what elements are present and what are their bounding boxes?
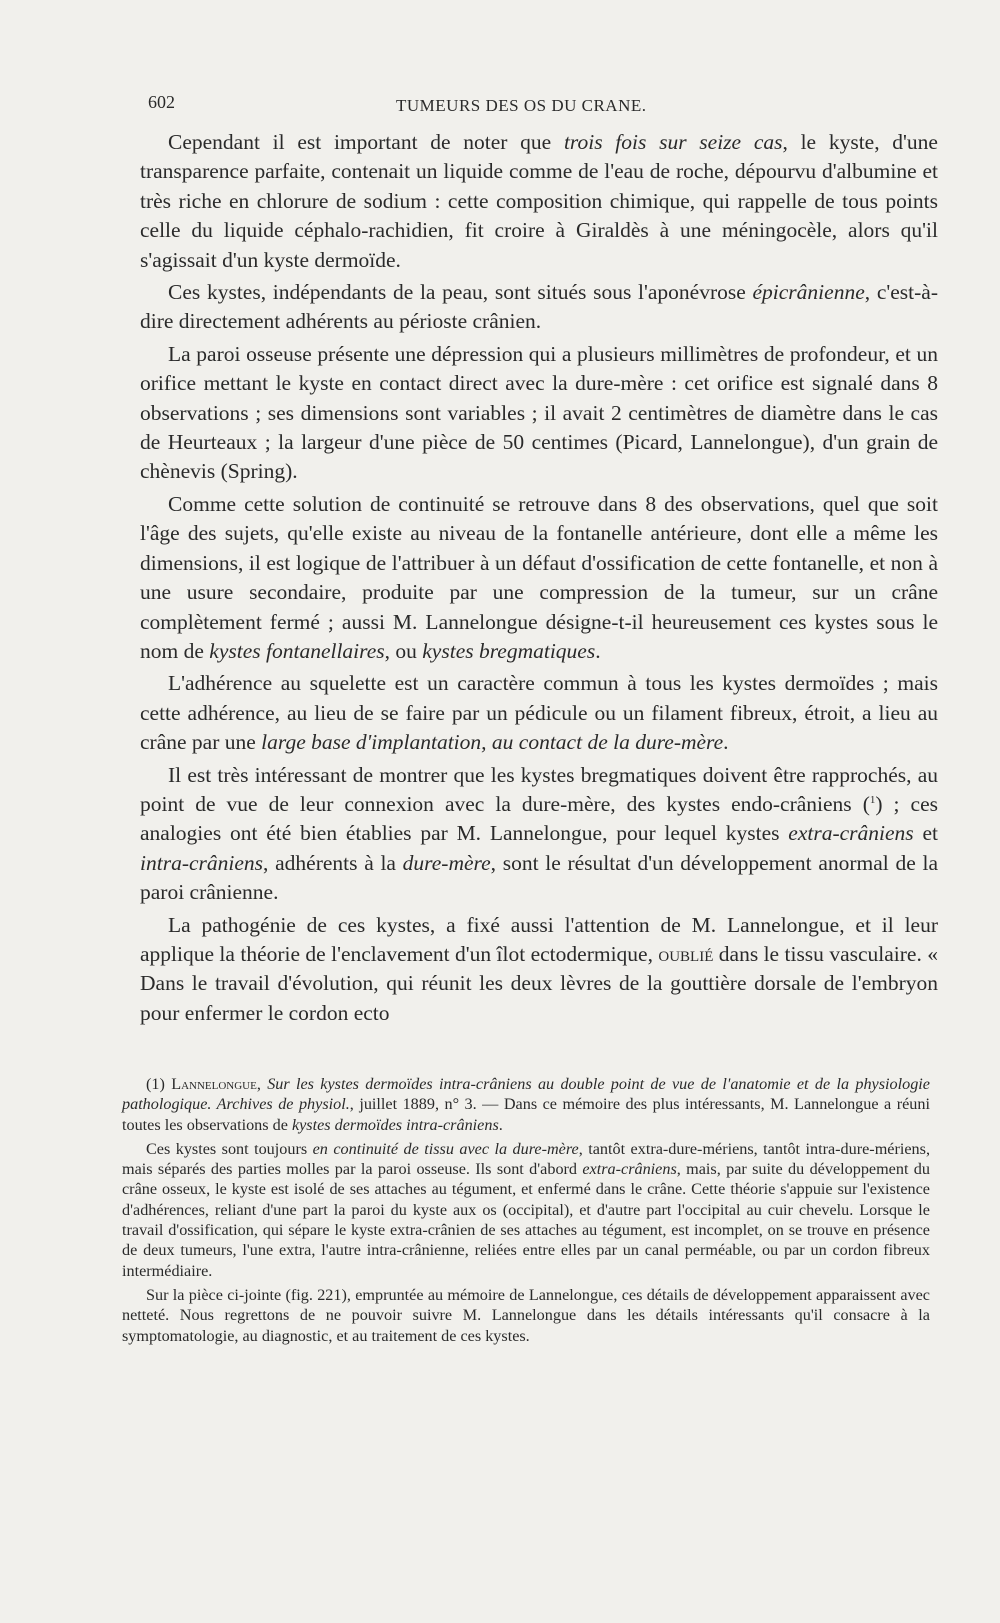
- text-run: .: [723, 730, 729, 755]
- footnote-marker: 1: [869, 793, 876, 806]
- text-run: ) ; ces analogies ont été bien établies par M. Lannelongue, pour lequel kystes: [140, 791, 938, 846]
- paragraph: [140, 128, 938, 275]
- italic-text: intra-crâniens: [140, 850, 264, 875]
- italic-text: extra-crâniens: [788, 821, 914, 846]
- text-run: L'adhérence au squelette est un caractère commun à tous les kystes dermoïdes ; mais cette adhérence, au lieu de se faire par un pédicule ou un filament fibreux, étroit, a lieu au crâne par une: [140, 671, 938, 755]
- text-run: La paroi osseuse présente une dépression qui a plusieurs millimètres de profondeur, et un orifice mettant le kyste en contact direct avec la dure-mère : cet orifice est signalé dans 8 observations ; ses dimensions sont variables ; il avait 2 centimètres de diamètre dans le cas de Heurteaux ; la largeur d'une pièce de 50 centimes (Picard, Lannelongue), d'un grain de chènevis (Spring).: [140, 341, 938, 484]
- text-run: , juillet 1889, n° 3. — Dans ce mémoire des plus intéressants, M. Lannelongue a réuni toutes les observations de: [122, 1095, 930, 1134]
- text-run: dans le tissu vasculaire. « Dans le travail d'évolution, qui réunit les deux lèvres de la gouttière dorsale de l'embryon pour enfermer le cordon ecto: [140, 941, 938, 1025]
- paragraph: [140, 278, 938, 337]
- text-run: Ces kystes, indépendants de la peau, sont situés sous l'aponévrose: [168, 280, 753, 305]
- text-run: La pathogénie de ces kystes, a fixé aussi l'attention de M. Lannelongue, et il leur applique la théorie de l'enclavement d'un îlot ectodermique,: [140, 912, 938, 966]
- text-run: , ou: [384, 638, 423, 663]
- italic-text: dure-mère: [402, 850, 491, 875]
- text-run: , mais, par suite du développement du crâne osseux, le kyste est isolé de ses attaches au tégument, et enfermé dans le crâne. Cette théorie s'appuie sur l'existence d'adhérences, reliant d'une part la paroi du kyste aux os (occipital), et d'autre part l'occipital au cuir chevelu. Lorsque le travail d'ossification, qui sépare le kyste extra-crânien de ses attaches au tégument, est incomplet, on se trouve en présence de deux tumeurs, l'une extra, l'autre intra-crânienne, reliées entre elles par un canal perméable, ou par un cordon fibreux intermédiaire.: [122, 1160, 930, 1280]
- footnote-paragraph: [122, 1285, 930, 1346]
- small-caps-text: oublié: [658, 941, 714, 966]
- footnote-number: (1): [146, 1075, 172, 1093]
- text-run: , sont le résultat d'un développement anormal de la paroi crânienne.: [140, 850, 939, 905]
- italic-text: trois fois sur seize cas: [563, 130, 783, 154]
- italic-text: en continuité de tissu avec la dure-mère: [312, 1139, 579, 1158]
- text-run: , tantôt extra-dure-mériens, tantôt intra-dure-mériens, mais séparés des parties molles par la paroi osseuse. Ils sont d'abord: [122, 1139, 930, 1179]
- italic-text: Sur les kystes dermoïdes intra-crâniens au double point de vue de l'anatomie et de la physiologie pathologique. Archives de physiol.: [122, 1075, 930, 1114]
- italic-text: extra-crâniens: [582, 1160, 677, 1179]
- italic-text: épicrânienne: [752, 280, 865, 305]
- text-run: Cependant il est important de noter que: [168, 130, 564, 154]
- text-run: ,: [256, 1075, 268, 1093]
- text-run: Comme cette solution de continuité se retrouve dans 8 des observations, quel que soit l'âge des sujets, qu'elle existe au niveau de la fontanelle antérieure, dont elle a même les dimensions, il est logique de l'attribuer à un défaut d'ossification de cette fontanelle, et non à une usure secondaire, produite par une compression de la tumeur, sur un crâne complètement fermé ; aussi M. Lannelongue désigne-t-il heureusement ces kystes sous le nom de: [140, 491, 938, 663]
- footnote: [122, 1074, 930, 1135]
- page-number: 602: [148, 92, 175, 112]
- italic-text: large base d'implantation, au contact de la dure-mère: [261, 730, 724, 755]
- text-run: Il est très intéressant de montrer que les kystes bregmatiques doivent être rapprochés, au point de vue de leur connexion avec la dure-mère, des kystes endo-crâniens (: [140, 762, 938, 816]
- footnote-author: Lannelongue: [171, 1075, 257, 1093]
- italic-text: kystes fontanellaires: [209, 638, 385, 663]
- paragraph: [140, 761, 938, 908]
- paragraph: [140, 340, 938, 487]
- paragraph: [140, 911, 938, 1029]
- text-run: .: [498, 1115, 503, 1134]
- text-run: , adhérents à la: [263, 850, 403, 875]
- text-run: , le kyste, d'une transparence parfaite, contenait un liquide comme de l'eau de roche, dépourvu d'albumine et très riche en chlorure de sodium : cette composition chimique, qui rappelle de tous points celle du liquide céphalo-rachidien, fit croire à Giraldès à une méningocèle, alors qu'il s'agissait d'un kyste dermoïde.: [140, 130, 938, 272]
- running-title: TUMEURS DES OS DU CRANE.: [396, 96, 647, 115]
- page-header: [148, 92, 938, 122]
- text-run: Ces kystes sont toujours: [146, 1139, 313, 1158]
- italic-text: kystes dermoïdes intra-crâniens: [291, 1115, 499, 1134]
- paragraph: [140, 490, 938, 666]
- text-run: et: [913, 821, 938, 846]
- text-run: .: [595, 638, 601, 663]
- footnote-paragraph: [122, 1139, 930, 1281]
- italic-text: kystes bregmatiques: [422, 638, 596, 663]
- text-run: , c'est-à-dire directement adhérents au périoste crânien.: [140, 280, 938, 334]
- text-run: Sur la pièce ci-jointe (fig. 221), empruntée au mémoire de Lannelongue, ces détails de développement apparaissent avec netteté. Nous regrettons de ne pouvoir suivre M. Lannelongue dans les détails intéressants qu'il consacre à la symptomatologie, au diagnostic, et au traitement de ces kystes.: [122, 1285, 930, 1345]
- body-text: [140, 128, 938, 1031]
- footnotes: [122, 1074, 930, 1350]
- paragraph: [140, 669, 938, 757]
